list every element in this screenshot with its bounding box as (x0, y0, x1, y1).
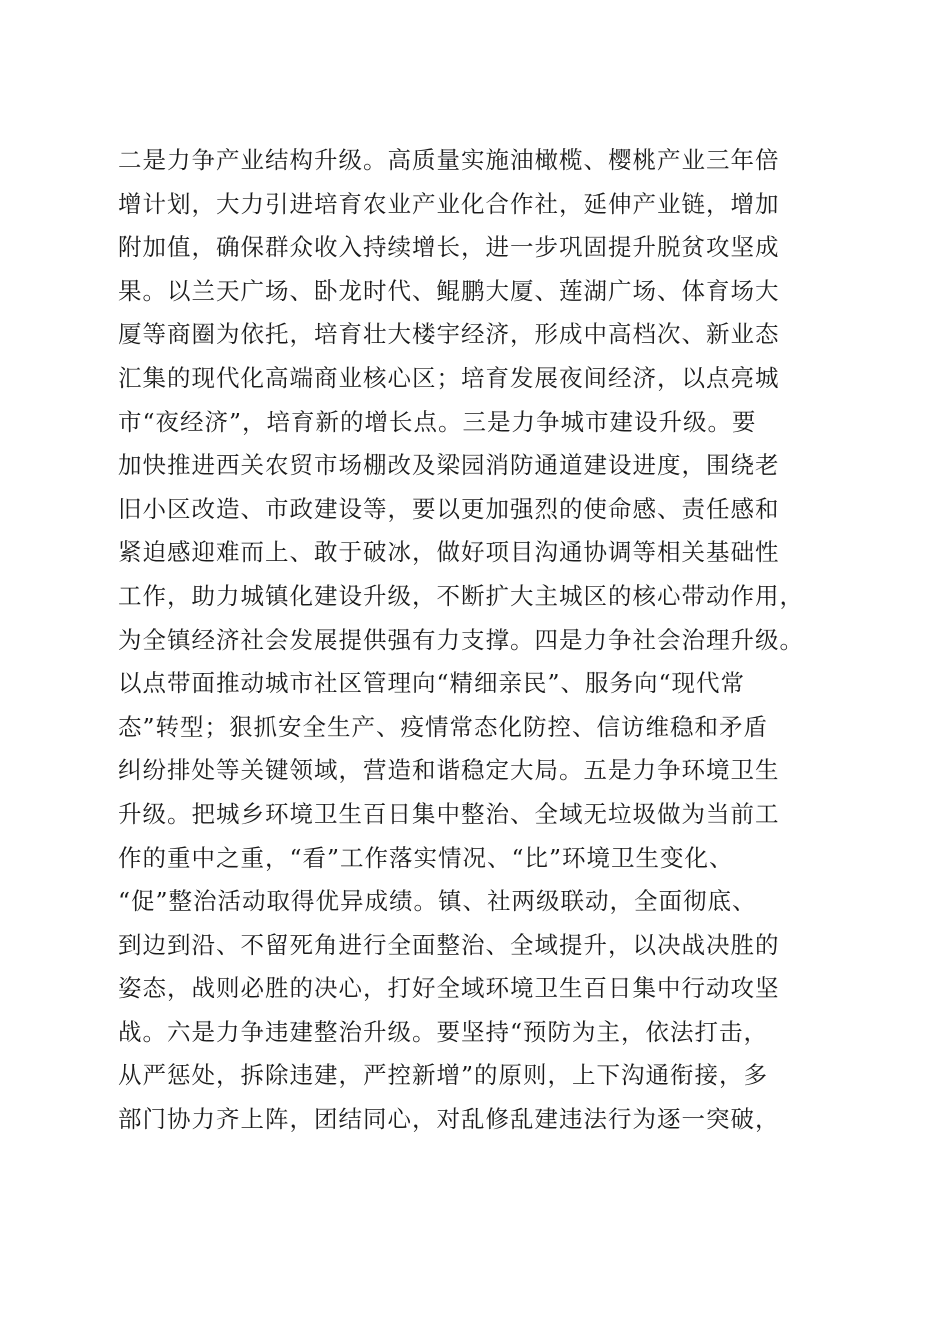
text-line: 到边到沿、不留死角进行全面整治、全域提升，以决战决胜的 (118, 930, 780, 959)
text-line: 二是力争产业结构升级。高质量实施油橄榄、樱桃产业三年倍 (118, 146, 780, 174)
text-line: 汇集的现代化高端商业核心区；培育发展夜间经济，以点亮城 (118, 363, 780, 392)
text-line: “促”整治活动取得优异成绩。镇、社两级联动，全面彻底、 (118, 887, 757, 916)
text-line: 纠纷排处等关键领域，营造和谐稳定大局。五是力争环境卫生 (118, 756, 780, 785)
text-line: 附加值，确保群众收入持续增长，进一步巩固提升脱贫攻坚成 (118, 233, 780, 262)
text-line: 紧迫感迎难而上、敢于破冰，做好项目沟通协调等相关基础性 (118, 538, 780, 567)
text-line: 工作，助力城镇化建设升级，不断扩大主城区的核心带动作用， (118, 581, 804, 610)
text-line: 态”转型；狠抓安全生产、疫情常态化防控、信访维稳和矛盾 (118, 712, 769, 741)
text-line: 升级。把城乡环境卫生百日集中整治、全域无垃圾做为当前工 (118, 799, 780, 828)
text-line: 作的重中之重，“看”工作落实情况、“比”环境卫生变化、 (118, 843, 734, 872)
text-line: 从严惩处，拆除违建，严控新增”的原则，上下沟通衔接，多 (118, 1061, 769, 1090)
text-line: 部门协力齐上阵，团结同心，对乱修乱建违法行为逐一突破， (118, 1105, 780, 1134)
text-line: 果。以兰天广场、卧龙时代、鲲鹏大厦、莲湖广场、体育场大 (118, 276, 780, 305)
text-line: 加快推进西关农贸市场棚改及梁园消防通道建设进度，围绕老 (118, 451, 780, 480)
text-line: 市“夜经济”，培育新的增长点。三是力争城市建设升级。要 (118, 407, 757, 436)
text-line: 为全镇经济社会发展提供强有力支撑。四是力争社会治理升级。 (118, 625, 804, 654)
text-line: 旧小区改造、市政建设等，要以更加强烈的使命感、责任感和 (118, 494, 780, 523)
body-paragraph (118, 139, 858, 1142)
text-line: 姿态，战则必胜的决心，打好全域环境卫生百日集中行动攻坚 (118, 974, 780, 1003)
text-line: 战。六是力争违建整治升级。要坚持“预防为主，依法打击， (118, 1017, 769, 1046)
text-line: 以点带面推动城市社区管理向“精细亲民”、服务向“现代常 (118, 669, 746, 698)
text-line: 厦等商圈为依托，培育壮大楼宇经济，形成中高档次、新业态 (118, 320, 780, 349)
text-line: 增计划，大力引进培育农业产业化合作社，延伸产业链，增加 (118, 189, 780, 218)
